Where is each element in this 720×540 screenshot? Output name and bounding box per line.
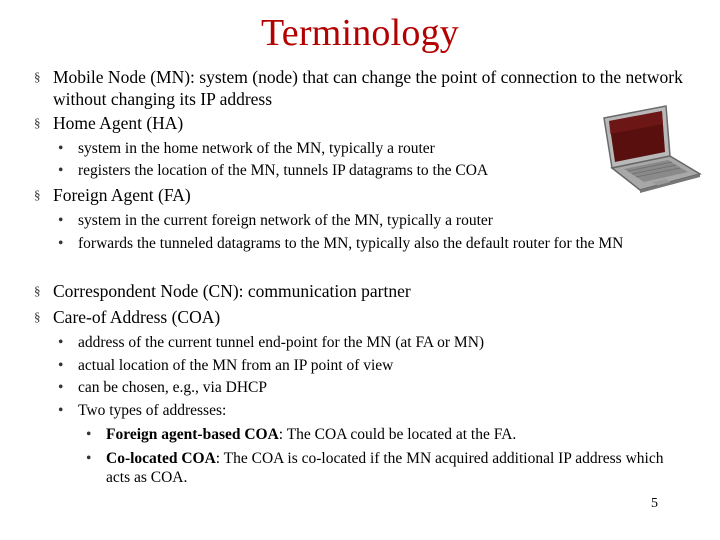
co-coa-desc: : The COA is co-located if the MN acquired additional IP address which acts as COA. — [106, 450, 664, 486]
fa-coa-term: Foreign agent-based COA — [106, 426, 279, 443]
sub-sub-bullet-fa-coa — [86, 425, 686, 444]
co-coa-term: Co-located COA — [106, 450, 216, 467]
page-number: 5 — [651, 496, 658, 511]
dot-bullet-icon: • — [86, 426, 92, 443]
sub-bullet-coa-1: • address of the current tunnel end-point for the MN (at FA or MN) — [58, 334, 485, 351]
sub-bullet-ha-2: • registers the location of the MN, tunnels IP datagrams to the COA — [58, 162, 489, 179]
fa-coa-desc: : The COA could be located at the FA. — [278, 426, 517, 443]
sub-bullet-coa-4: • Two types of addresses: — [58, 402, 227, 419]
dot-bullet-icon: • — [86, 450, 92, 467]
bullet-foreign-agent: § Foreign Agent (FA) — [34, 185, 191, 205]
bullet-care-of-address: § Care-of Address (COA) — [34, 307, 221, 327]
dot-bullet-icon: • — [58, 402, 64, 419]
dot-bullet-icon: • — [58, 334, 64, 351]
sub-bullet-ha-1: • system in the home network of the MN, typically a router — [58, 140, 435, 157]
bullet-correspondent-node: § Correspondent Node (CN): communication partner — [34, 281, 411, 301]
dot-bullet-icon: • — [58, 357, 64, 374]
slide-title: Terminology — [261, 12, 459, 54]
dot-bullet-icon: • — [58, 379, 64, 396]
sub-bullet-coa-3: • can be chosen, e.g., via DHCP — [58, 379, 267, 396]
square-bullet-icon: § — [34, 115, 41, 130]
bullet-mobile-node: § Mobile Node (MN): system (node) that can change the point of connection to the network without changing its IP address — [34, 67, 683, 109]
square-bullet-icon: § — [34, 69, 41, 84]
square-bullet-icon: § — [34, 187, 41, 202]
bullet-home-agent: § Home Agent (HA) — [34, 113, 184, 133]
sub-bullet-fa-2: • forwards the tunneled datagrams to the MN, typically also the default router for the MN — [58, 235, 624, 252]
dot-bullet-icon: • — [58, 235, 64, 252]
square-bullet-icon: § — [34, 283, 41, 298]
dot-bullet-icon: • — [58, 162, 64, 179]
square-bullet-icon: § — [34, 309, 41, 324]
sub-sub-bullet-co-coa — [86, 449, 686, 487]
sub-bullet-fa-1: • system in the current foreign network of the MN, typically a router — [58, 212, 493, 229]
dot-bullet-icon: • — [58, 212, 64, 229]
dot-bullet-icon: • — [58, 140, 64, 157]
sub-bullet-coa-2: • actual location of the MN from an IP point of view — [58, 357, 394, 374]
laptop-icon — [596, 104, 706, 199]
